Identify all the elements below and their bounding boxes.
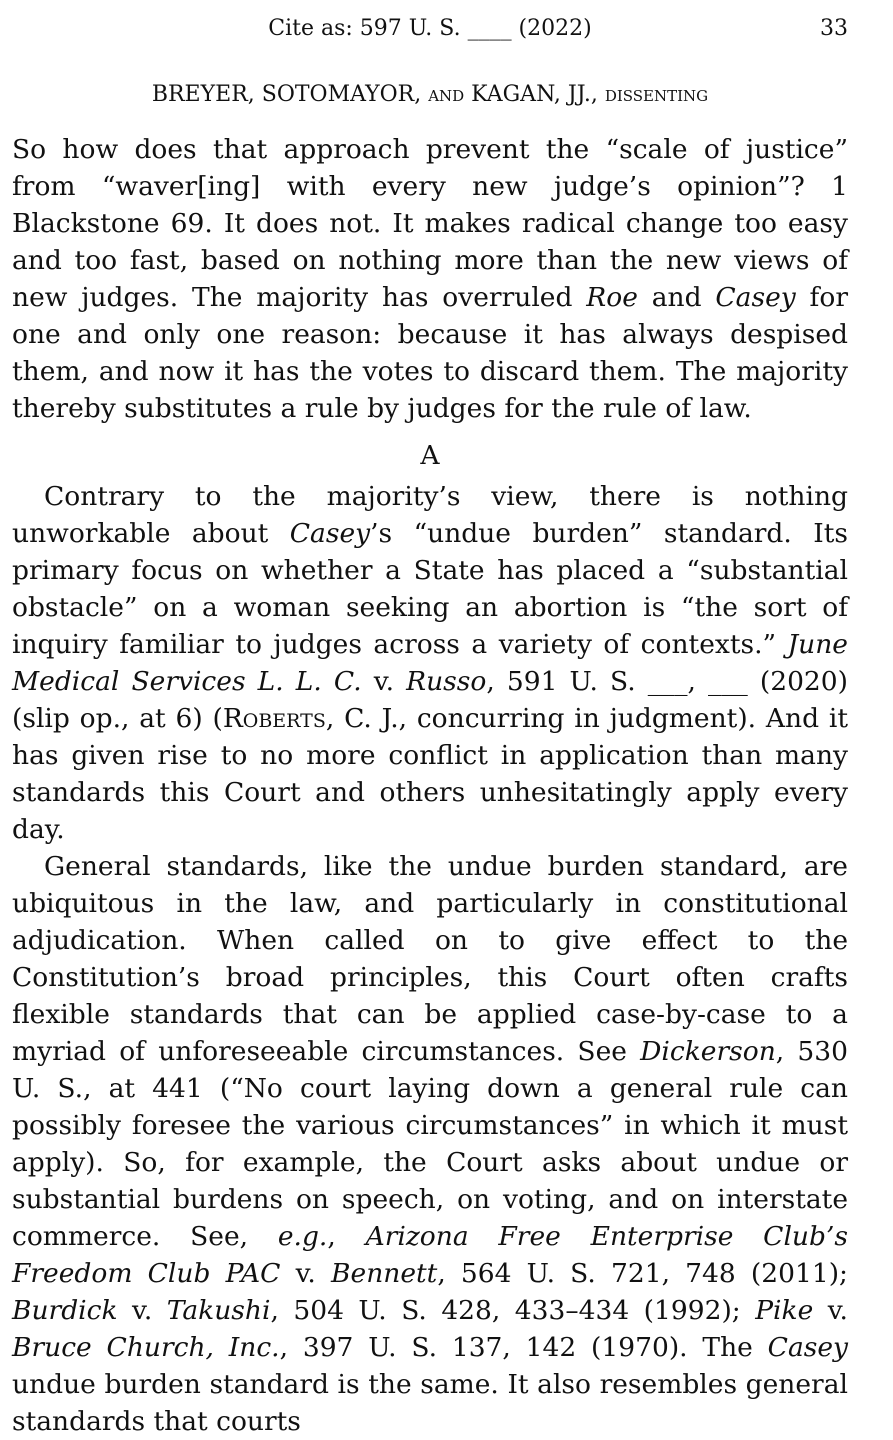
paragraph-3 xyxy=(12,848,848,1440)
citation-line: Cite as: 597 U. S. ____ (2022) xyxy=(268,16,592,41)
text-run: So how does that approach prevent the “scale of justice” from “waver[ing] with every new judge’s opinion”? 1 Blackstone 69. It does not. It makes radical change too easy and too fast, based on nothing more than the new views of new judges. The majority has overruled xyxy=(12,134,848,313)
italic-run: Bruce Church, Inc. xyxy=(12,1332,280,1363)
text-run: , 397 U. S. 137, 142 (1970). The xyxy=(279,1332,768,1363)
text-run: , 591 U. S. ___, ___ (2020) (slip op., at 6) (Roberts, C. J., concurring in judgment). And it has given rise to no more conflict in application than many standards this Court and others unhesitatingly apply every day. xyxy=(12,666,848,845)
text-run: and xyxy=(637,282,716,313)
text-run: , xyxy=(327,1221,366,1252)
italic-run: June Medical Services L. L. C. xyxy=(12,629,848,697)
paragraph-1 xyxy=(12,131,848,427)
italic-run: Roe xyxy=(586,282,638,313)
italic-run: Casey xyxy=(289,518,371,549)
running-head: BREYER, SOTOMAYOR, and KAGAN, JJ., dissenting xyxy=(151,82,709,107)
page-header xyxy=(12,14,848,44)
italic-run: Casey xyxy=(715,282,796,313)
italic-run: Takushi xyxy=(166,1295,271,1326)
text-run: v. xyxy=(813,1295,848,1326)
text-run: undue burden standard is the same. It also resembles general standards that courts xyxy=(12,1369,848,1437)
section-heading: A xyxy=(420,440,440,471)
text-run: Contrary to the majority’s view, there is nothing unworkable about xyxy=(12,481,848,549)
italic-run: Bennett xyxy=(331,1258,438,1289)
italic-run: Arizona Free Enterprise Club’s Freedom Club PAC xyxy=(12,1221,848,1289)
text-run: General standards, like the undue burden standard, are ubiquitous in the law, and particularly in constitutional adjudication. When called on to give effect to the Constitution’s broad principles, this Court often crafts flexible standards that can be applied case-by-case to a myriad of unforeseeable circumstances. See xyxy=(12,851,848,1067)
text-run: , 530 U. S., at 441 (“No court laying down a general rule can possibly foresee the various circumstances” in which it must apply). So, for example, the Court asks about undue or substantial burdens on speech, on voting, and on interstate commerce. See, xyxy=(12,1036,848,1252)
text-run: , 564 U. S. 721, 748 (2011); xyxy=(437,1258,848,1289)
paragraph-2 xyxy=(12,478,848,848)
text-run: for one and only one reason: because it has always despised them, and now it has the votes to discard them. The majority thereby substitutes a rule by judges for the rule of law. xyxy=(12,282,848,424)
text-run: , 504 U. S. 428, 433–434 (1992); xyxy=(270,1295,756,1326)
italic-run: Pike xyxy=(755,1295,814,1326)
page-number: 33 xyxy=(820,16,848,41)
italic-run: Russo xyxy=(406,666,487,697)
italic-run: e.g. xyxy=(277,1221,328,1252)
text-run: ’s “undue burden” standard. Its primary focus on whether a State has placed a “substantial obstacle” on a woman seeking an abortion is “the sort of inquiry familiar to judges across a variety of contexts.” xyxy=(12,518,848,660)
italic-run: Casey xyxy=(767,1332,848,1363)
italic-run: Burdick xyxy=(12,1295,118,1326)
text-run: v. xyxy=(280,1258,332,1289)
italic-run: Dickerson xyxy=(640,1036,776,1067)
text-run: v. xyxy=(361,666,407,697)
opinion-body xyxy=(12,131,848,1440)
text-run: v. xyxy=(117,1295,167,1326)
